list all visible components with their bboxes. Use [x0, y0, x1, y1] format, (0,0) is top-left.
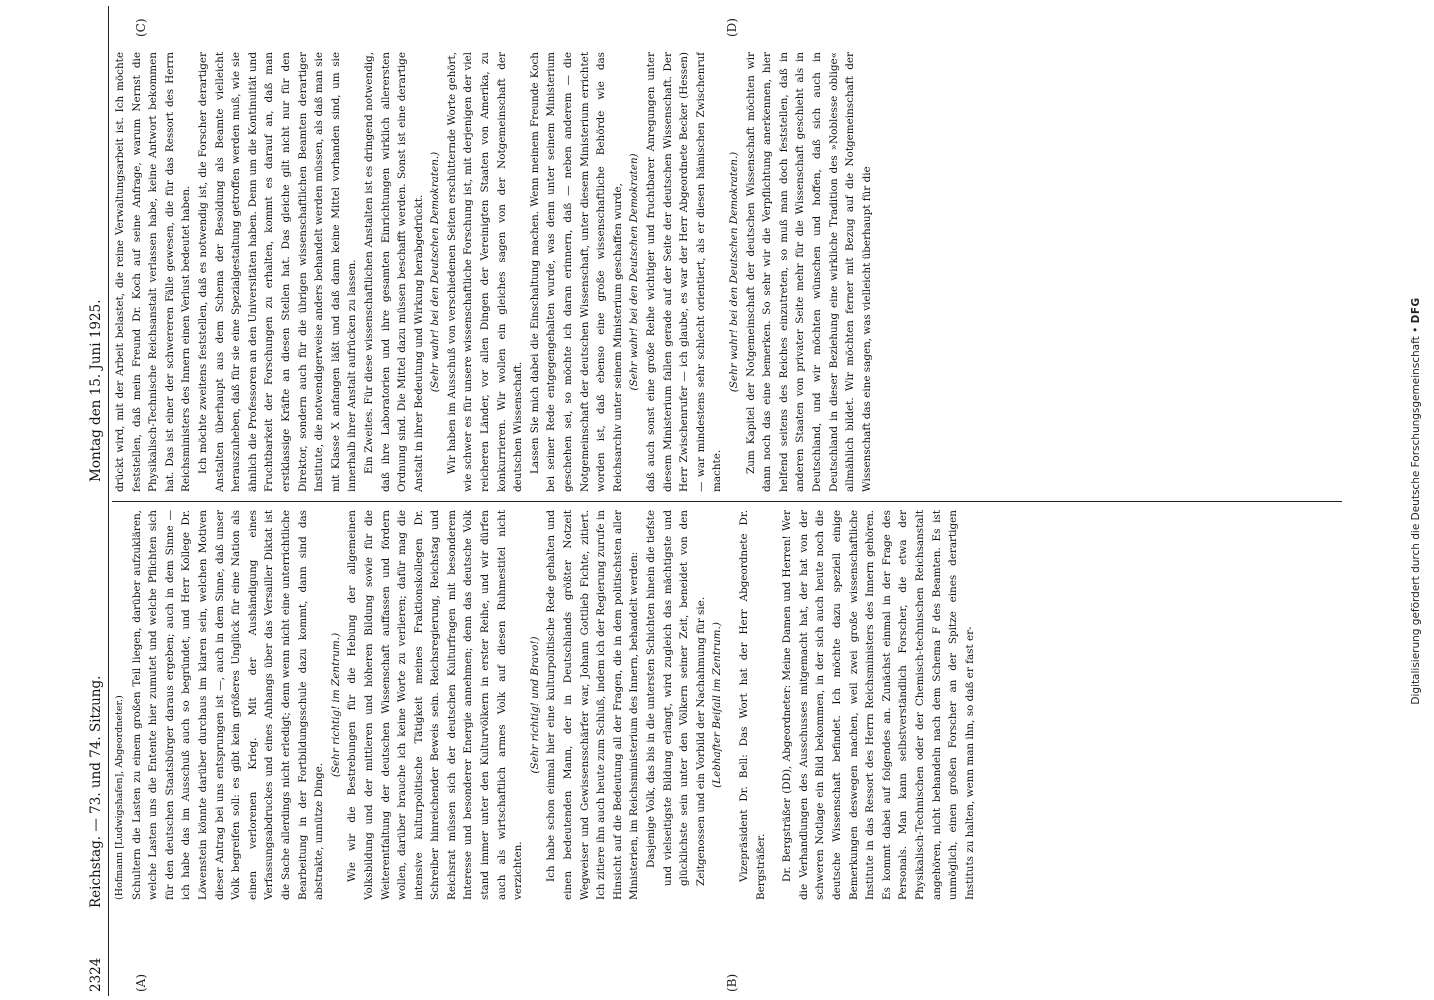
- column-separator: [112, 501, 1342, 502]
- right-interjection-2: (Sehr wahr! bei den Deutschen Demokraten): [628, 153, 641, 391]
- right-paragraph-3: Ein Zweites. Für diese wissenschaftlichen Anstalten ist es dringend notwendig, daß ihre Laboratorien und ihre gesamten Einrichtungen wirklich allerersten Ordnung sind. Die Mittel dazu müssen beschafft werden. Sonst ist eine derartige Anstalt in ihrer Bedeutung und Wirkung herabgedrückt.: [362, 52, 425, 492]
- left-vice-president: Vizepräsident Dr. Bell: Das Wort hat der Herr Abgeordnete Dr. Bergsträßer.: [737, 510, 767, 900]
- right-paragraph-7: Zum Kapitel der Notgemeinschaft der deutschen Wissenschaft möchten wir dann noch das eine bemerken. So sehr wir die Verpflichtung anerkennen, hier helfend seitens des Reiches einzutreten, so muß man doch feststellen, daß in anderen Staaten von privater Seite mehr für die Wissenschaft geschieht als in Deutschland, und wir möchten wünschen und hoffen, daß sich auch in Deutschland in dieser Beziehung eine wirkliche Tradition des »Noblesse oblige« allmählich bildet. Wir möchten ferner mit Bezug auf die Notgemeinschaft der Wissenschaft das eine sagen, was vielleicht überhaupt für die: [744, 52, 873, 492]
- left-interjection-2: (Sehr richtig! und Bravo!): [528, 636, 541, 774]
- dfg-logo: DFG: [1410, 297, 1422, 324]
- left-quote: Dasjenige Volk, das bis in die untersten Schichten hinein die tiefste und vielseitigste Bildung erlangt, wird zugleich das mächtigste und glücklichste sein unter den Völkern seiner Zeit, beneidet von den Zeitgenossen und ein Vorbild der Nachahmung für sie.: [645, 510, 707, 886]
- right-paragraph-4: Wir haben im Ausschuß von verschiedenen Seiten erschütternde Worte gehört, wie schwer es für unsere wissenschaftliche Forschung ist, mit derjenigen der viel reicheren Länder, vor allen Dingen der Vereinigten Staaten von Amerika, zu konkurrieren. Wir wollen ein gleiches sagen von der Notgemeinschaft der deutschen Wissenschaft.: [445, 52, 525, 492]
- header-rule: [108, 6, 109, 996]
- left-paragraph-1: Schultern die Lasten zu einem großen Teil liegen, darüber aufzuklären, welche Lasten uns die Entente hier zumutet und welche Pflichten sich für den deutschen Staatsbürger daraus ergeben; auch in dem Sinne — ich habe das im Ausschuß auch so begründet, und Herr Kollege Dr. Löwenstein könnte darüber durchaus im klaren sein, welchen Motiven dieser Antrag bei uns entsprungen ist —, auch in dem Sinne, daß unser Volk begreifen soll: es gibt kein größeres Unglück für eine Nation als einen verlorenen Krieg. Mit der Aushändigung eines Verfassungsabdruckes und eines Anhangs über das Versailler Diktat ist die Sache allerdings nicht erledigt; denn wenn nicht eine unterrichtliche Bearbeitung in der Fortbildungsschule dazu kommt, dann sind das abstrakte, unnütze Dinge.: [130, 510, 326, 900]
- right-running-title: Montag den 15. Juni 1925.: [88, 299, 104, 482]
- right-paragraph-5: Lassen Sie mich dabei die Einschaltung machen. Wenn meinem Freunde Koch bei seiner Rede entgegengehalten wurde, was denn unter seinem Ministerium geschehen sei, so möchte ich daran erinnern, daß — neben anderem — die Notgemeinschaft der deutschen Wissenschaft, unter diesem Ministerium errichtet worden ist, daß ebenso eine große wissenschaftliche Behörde wie das Reichsarchiv unter seinem Ministerium geschaffen wurde,: [528, 52, 624, 492]
- left-paragraph-3: Ich habe schon einmal hier eine kulturpolitische Rede gehalten und einen bedeutenden Mann, der in Deutschlands größter Notzeit Wegweiser und Gewissensschärfer war, Johann Gottlieb Fichte, zitiert. Ich zitiere ihn auch heute zum Schluß, indem ich der Regierung zurufe in Hinsicht auf die Bedeutung all der Fragen, die in dem politischsten aller Ministerien, im Reichsministerium des Innern, behandelt werden:: [545, 510, 641, 900]
- left-running-title: Reichstag. — 73. und 74. Sitzung.: [88, 675, 104, 908]
- left-column: [112, 510, 1342, 900]
- right-paragraph-1: drückt wird, mit der Arbeit belastet, die reine Verwaltungsarbeit ist. Ich möchte feststellen, daß mein Freund Dr. Koch auf seine Anfrage, warum Nernst die Physikalisch-Technische Reichsanstalt verlassen habe, keine Antwort bekommen hat. Das ist einer der schwereren Fälle gewesen, die für das Ressort des Herrn Reichsministers des Innern einen Verlust bedeutet haben.: [114, 52, 193, 492]
- speaker-attribution: (Hofmann [Ludwigshafen], Abgeordneter.): [114, 695, 125, 900]
- page-number: 2324: [88, 957, 104, 992]
- right-paragraph-6: daß auch sonst eine große Reihe wichtiger und fruchtbarer Anregungen unter diesem Ministerium fallen gerade auf der Seite der deutschen Wissenschaft. Der Herr Zwischenrufer — ich glaube, es war der Herr Abgeordnete Becker (Hessen) — war mindestens sehr schlecht orientiert, als er diesen hämischen Zwischenruf machte.: [645, 52, 724, 492]
- left-interjection-1: (Sehr richtig! im Zentrum.): [329, 632, 342, 778]
- left-interjection-3: (Lebhafter Beifall im Zentrum.): [711, 622, 724, 788]
- right-interjection-1: (Sehr wahr! bei den Deutschen Demokraten.): [429, 151, 442, 393]
- credit-text: Digitalisierung gefördert durch die Deutsche Forschungsgemeinschaft: [1410, 336, 1422, 705]
- right-column: [112, 52, 1342, 492]
- right-paragraph-2: Ich möchte zweitens feststellen, daß es notwendig ist, die Forscher derartiger Anstalten überhaupt aus dem Schema der Besoldung als Beamte vielleicht herauszuheben, daß für sie eine Spezialgestaltung getroffen werden muß, wie sie ähnlich die Professoren an den Universitäten haben. Denn um die Kontinuität und Fruchtbarkeit der Forschungen zu erhalten, kommt es darauf an, daß man erstklassige Kräfte an diesen Stellen hat. Das gleiche gilt nicht nur für den Direktor, sondern auch für die übrigen wissenschaftlichen Beamten derartiger Institute, die notwendigerweise anders behandelt werden müssen, als daß man sie mit Klasse X anfangen läßt und daß dann keine Mittel vorhanden sind, um sie innerhalb ihrer Anstalt aufrücken zu lassen.: [196, 52, 359, 492]
- left-paragraph-bergstraesser: Dr. Bergsträßer (DD), Abgeordneter: Meine Damen und Herren! Wer die Verhandlungen des Ausschusses mitgemacht hat, der hat von der schweren Notlage ein Bild bekommen, in der sich auch heute noch die deutsche Wissenschaft befindet. Ich möchte dazu speziell einige Bemerkungen deswegen machen, weil zwei große wissenschaftliche Institute in das Ressort des Herrn Reichsministers des Innern gehören. Es kommt dabei auf folgendes an. Zunächst einmal in der Frage des Personals. Man kann selbstverständlich Forscher, die etwa der Physikalisch-Technischen oder der Chemisch-technischen Reichsanstalt angehören, nicht behandeln nach dem Schema F des Beamten. Es ist unmöglich, einen großen Forscher an der Spitze eines derartigen Instituts zu halten, wenn man ihn, so daß er fast er-: [781, 510, 976, 900]
- left-paragraph-2: Wie wir die Bestrebungen für die Hebung der allgemeinen Volksbildung und der mittleren und höheren Bildung sowie für die Weiterentfaltung der deutschen Wissenschaft auffassen und fördern wollen, darüber brauche ich keine Worte zu verlieren; dafür mag die intensive kulturpolitische Tätigkeit meines Fraktionskollegen Dr. Schreiber hinreichender Beweis sein. Reichsregierung, Reichstag und Reichsrat müssen sich der deutschen Kulturfragen mit besonderem Interesse und besonderer Energie annehmen; denn das deutsche Volk stand immer unter den Kulturvölkern in erster Reihe, und wir dürfen auch als wirtschaftlich armes Volk auf diesen Ruhmestitel nicht verzichten.: [346, 510, 525, 900]
- digitization-credit: Digitalisierung gefördert durch die Deutsche Forschungsgemeinschaft • DFG: [1410, 297, 1422, 705]
- right-interjection-3: (Sehr wahr! bei den Deutschen Demokraten.): [727, 151, 740, 393]
- margin-letter-b: (B): [725, 973, 739, 992]
- margin-letter-a: (A): [134, 973, 148, 992]
- margin-letter-d: (D): [725, 18, 739, 37]
- margin-letter-c: (C): [134, 18, 148, 37]
